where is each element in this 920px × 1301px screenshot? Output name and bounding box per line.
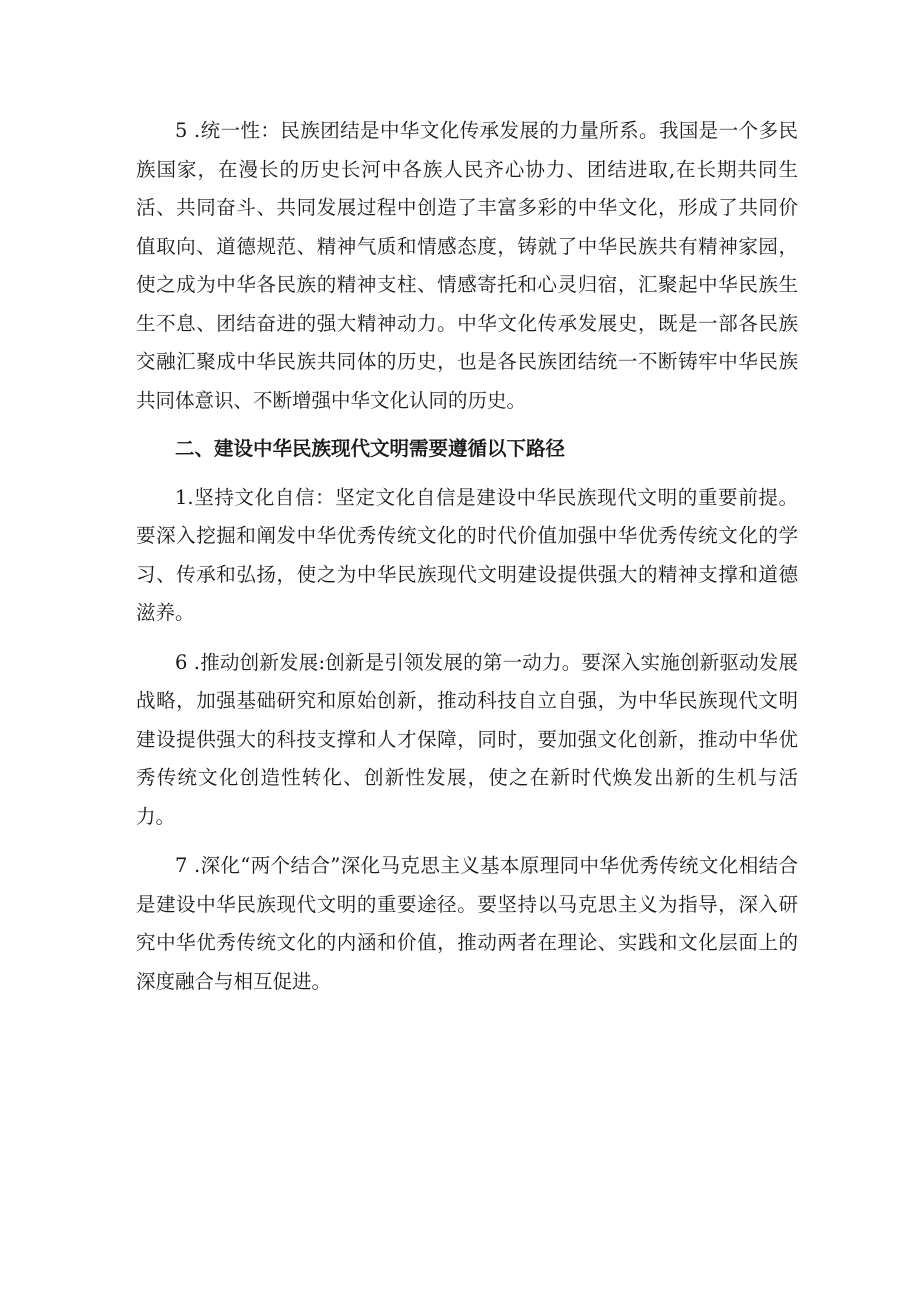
- paragraph-cultural-confidence: 1.坚持文化自信：坚定文化自信是建设中华民族现代文明的重要前提。要深入挖掘和阐发中华优秀传统文化的时代价值加强中华优秀传统文化的学习、传承和弘扬，使之为中华民族现代文明建设提供强大的精神支撑和道德滋养。: [136, 485, 798, 624]
- paragraph-innovation: 6 .推动创新发展:创新是引领发展的第一动力。要深入实施创新驱动发展战略，加强基础研究和原始创新，推动科技自立自强，为中华民族现代文明建设提供强大的科技支撑和人才保障，同时，要加强文化创新，推动中华优秀传统文化创造性转化、创新性发展，使之在新时代焕发出新的生机与活力。: [136, 650, 798, 828]
- section-heading: 二、建设中华民族现代文明需要遵循以下路径: [175, 437, 566, 460]
- paragraph-two-combinations: 7 .深化“两个结合”深化马克思主义基本原理同中华优秀传统文化相结合是建设中华民族现代文明的重要途径。要坚持以马克思主义为指导，深入研究中华优秀传统文化的内涵和价值，推动两者在理论、实践和文化层面上的深度融合与相互促进。: [136, 854, 798, 993]
- paragraph-unity: 5 .统一性：民族团结是中华文化传承发展的力量所系。我国是一个多民族国家，在漫长的历史长河中各族人民齐心协力、团结进取,在长期共同生活、共同奋斗、共同发展过程中创造了丰富多彩的中华文化，形成了共同价值取向、道德规范、精神气质和情感态度，铸就了中华民族共有精神家园，使之成为中华各民族的精神支柱、情感寄托和心灵归宿，汇聚起中华民族生生不息、团结奋进的强大精神动力。中华文化传承发展史，既是一部各民族交融汇聚成中华民族共同体的历史，也是各民族团结统一不断铸牢中华民族共同体意识、不断增强中华文化认同的历史。: [136, 119, 798, 412]
- document-page: [136, 112, 798, 1001]
